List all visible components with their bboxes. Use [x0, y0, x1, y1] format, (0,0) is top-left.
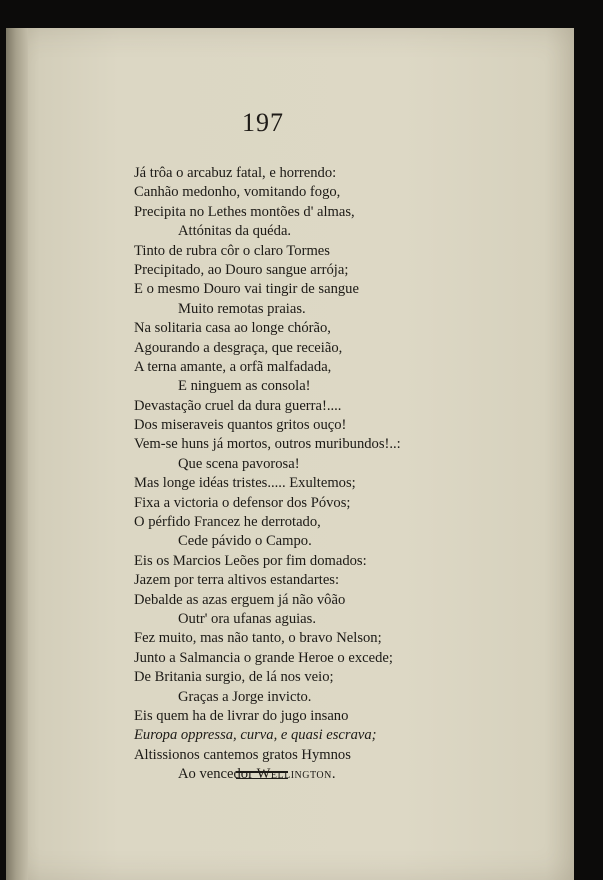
poem-line: Já trôa o arcabuz fatal, e horrendo:: [134, 165, 337, 181]
poem-line: Eis quem ha de livrar do jugo insano: [134, 707, 349, 724]
poem-line: E ninguem as consola!: [178, 378, 311, 395]
poem-line: Graças a Jorge invicto.: [178, 688, 312, 705]
poem-line: Eis os Marcios Leões por fim domados:: [134, 552, 367, 569]
poem-line: Fixa a victoria o defensor dos Póvos;: [134, 494, 351, 511]
poem-line: Dos miseraveis quantos gritos ouço!: [134, 417, 347, 434]
dedicatee-name: Wellington.: [256, 766, 337, 783]
poem-line: Agourando a desgraça, que receião,: [134, 339, 343, 356]
poem-line: E o mesmo Douro vai tingir de sangue: [134, 281, 359, 298]
poem-line: Altissionos cantemos gratos Hymnos: [134, 746, 351, 763]
poem-line: Jazem por terra altivos estandartes:: [134, 572, 340, 589]
poem-line: Outr' ora ufanas aguias.: [178, 610, 316, 627]
poem-line: Cede pávido o Campo.: [178, 533, 312, 550]
poem-line: Attónitas da quéda.: [178, 223, 292, 240]
poem-line: O pérfido Francez he derrotado,: [134, 514, 321, 531]
poem-text: [134, 164, 414, 785]
poem-line: Muito remotas praias.: [178, 300, 306, 317]
poem-line: Canhão medonho, vomitando fogo,: [134, 184, 341, 201]
poem-line: Vem-se huns já mortos, outros muribundos!..:: [134, 436, 401, 453]
poem-line: Precipita no Lethes montões d' almas,: [134, 203, 355, 220]
poem-line: Tinto de rubra côr o claro Tormes: [134, 242, 330, 259]
poem-line: Mas longe idéas tristes..... Exultemos;: [134, 475, 356, 492]
final-line-prefix: Ao vencedor: [178, 766, 257, 783]
poem-line: Fez muito, mas não tanto, o bravo Nelson;: [134, 630, 382, 647]
poem-line: De Britania surgio, de lá nos veio;: [134, 669, 334, 686]
page-number: 197: [242, 108, 284, 137]
poem-line: Devastação cruel da dura guerra!....: [134, 397, 342, 414]
poem-line: Debalde as azas erguem já não vôão: [134, 591, 346, 608]
poem-line: Precipitado, ao Douro sangue arrója;: [134, 261, 349, 278]
poem-line: Que scena pavorosa!: [178, 455, 300, 472]
page-gutter: [6, 28, 28, 880]
book-page: [6, 28, 574, 880]
poem-line: Na solitaria casa ao longe chórão,: [134, 320, 331, 337]
poem-line-italic: Europa oppressa, curva, e quasi escrava;: [134, 727, 377, 744]
closing-rule: [236, 771, 288, 779]
poem-line: Junto a Salmancia o grande Heroe o excede;: [134, 649, 393, 666]
poem-line: A terna amante, a orfã malfadada,: [134, 358, 332, 375]
